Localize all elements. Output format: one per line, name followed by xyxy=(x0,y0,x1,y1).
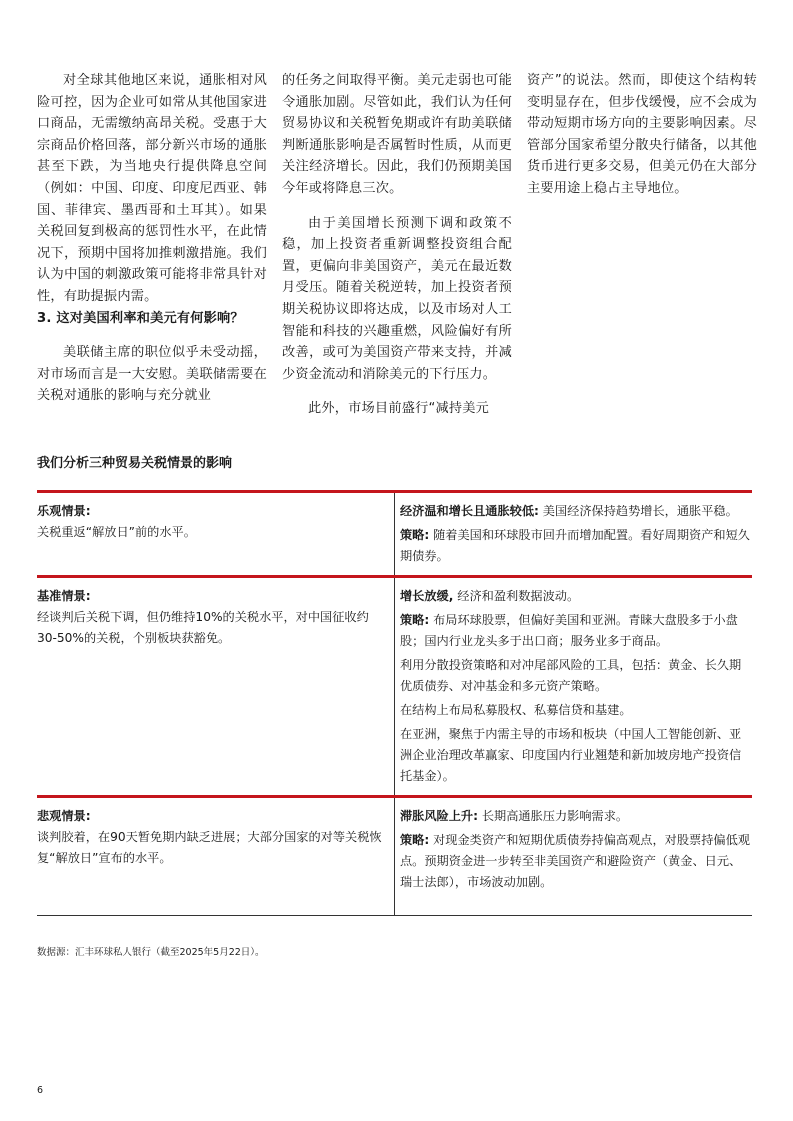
impact-label: 策略: xyxy=(400,833,430,847)
column-3 xyxy=(527,70,757,200)
impact-label: 滞胀风险上升: xyxy=(400,809,478,823)
scenario-label: 乐观情景: xyxy=(37,504,91,518)
impact-item xyxy=(400,525,752,567)
page-number: 6 xyxy=(37,1085,44,1096)
source-note: 数据源：汇丰环球私人银行（截至2025年5月22日）。 xyxy=(37,947,265,958)
impact-text: 对现金类资产和短期优质债券持偏高观点，对股票持偏低观点。预期资金进一步转至非美国资产和避险资产（黄金、日元、瑞士法郎），市场波动加剧。 xyxy=(400,833,750,889)
impact-label: 经济温和增长且通胀较低: xyxy=(400,504,539,518)
impact-item xyxy=(400,610,752,652)
scenario-label: 悲观情景: xyxy=(37,809,91,823)
table-row xyxy=(37,795,752,916)
table-row xyxy=(37,490,752,575)
impact-item xyxy=(400,830,752,893)
impact-label: 策略: xyxy=(400,528,430,542)
impact-item xyxy=(400,586,752,607)
body-text xyxy=(37,70,757,430)
impact-label: 增长放缓, xyxy=(400,589,454,603)
scenario-label: 基准情景: xyxy=(37,589,91,603)
paragraph: 的任务之间取得平衡。美元走弱也可能令通胀加剧。尽管如此，我们认为任何贸易协议和关税暂免期或许有助美联储判断通胀影响是否属暂时性质，从而更关注经济增长。因此，我们仍预期美国今年或将降息三次。 xyxy=(282,73,512,196)
scenario-cell xyxy=(37,578,394,795)
table-title: 我们分析三种贸易关税情景的影响 xyxy=(37,456,233,471)
impact-item: 在结构上布局私募股权、私募信贷和基建。 xyxy=(400,703,632,717)
scenario-cell xyxy=(37,493,394,575)
section-heading: 3. 这对美国利率和美元有何影响？ xyxy=(37,310,244,326)
impact-text: 美国经济保持趋势增长，通胀平稳。 xyxy=(538,504,738,518)
impact-text: 布局环球股票，但偏好美国和亚洲。青睐大盘股多于小盘股；国内行业龙头多于出口商；服务业多于商品。 xyxy=(400,613,738,648)
paragraph: 由于美国增长预测下调和政策不稳，加上投资者重新调整投资组合配置，更偏向非美国资产，美元在最近数月受压。随着关税逆转，加上投资者预期关税协议即将达成，以及市场对人工智能和科技的兴趣重燃，风险偏好有所改善，或可为美国资产带来支持，并减少资金流动和消除美元的下行压力。 xyxy=(282,215,512,382)
impact-item: 利用分散投资策略和对冲尾部风险的工具，包括：黄金、长久期优质债券、对冲基金和多元资产策略。 xyxy=(400,658,742,693)
column-1 xyxy=(37,70,267,407)
scenario-table xyxy=(37,490,752,916)
impact-item xyxy=(400,806,752,827)
impact-text: 随着美国和环球股市回升而增加配置。看好周期资产和短久期债券。 xyxy=(400,528,750,563)
scenario-text: 经谈判后关税下调，但仍维持10%的关税水平，对中国征收约30-50%的关税，个别板块获豁免。 xyxy=(37,610,369,645)
paragraph: 对全球其他地区来说，通胀相对风险可控，因为企业可如常从其他国家进口商品，无需缴纳高昂关税。受惠于大宗商品价格回落，部分新兴市场的通胀甚至下跌，为当地央行提供降息空间（例如：中国、印度、印度尼西亚、韩国、菲律宾、墨西哥和土耳其）。如果关税回复到极高的惩罚性水平，在此情况下，预期中国将加推刺激措施。我们认为中国的刺激政策可能将非常具针对性，有助提振内需。 xyxy=(37,73,267,304)
impact-text: 长期高通胀压力影响需求。 xyxy=(478,809,629,823)
impact-text: 经济和盈利数据波动。 xyxy=(453,589,580,603)
paragraph: 此外，市场目前盛行“减持美元 xyxy=(308,401,490,417)
impact-item xyxy=(400,501,752,522)
impact-label: 策略: xyxy=(400,613,430,627)
table-row xyxy=(37,575,752,795)
paragraph: 资产”的说法。然而，即使这个结构转变明显存在，但步伐缓慢，应不会成为带动短期市场方向的主要影响因素。尽管部分国家希望分散央行储备，以其他货币进行更多交易，但美元仍在大部分主要用途上稳占主导地位。 xyxy=(527,73,757,196)
scenario-text: 关税重返“解放日”前的水平。 xyxy=(37,525,196,539)
scenario-text: 谈判胶着，在90天暂免期内缺乏进展；大部分国家的对等关税恢复“解放日”宣布的水平。 xyxy=(37,830,382,865)
impact-item: 在亚洲，聚焦于内需主导的市场和板块（中国人工智能创新、亚洲企业治理改革赢家、印度国内行业翘楚和新加坡房地产投资信托基金）。 xyxy=(400,727,742,783)
impact-cell xyxy=(394,493,752,575)
impact-cell xyxy=(394,578,752,795)
impact-cell xyxy=(394,798,752,915)
paragraph: 美联储主席的职位似乎未受动摇，对市场而言是一大安慰。美联储需要在关税对通胀的影响与充分就业 xyxy=(37,345,267,404)
column-2 xyxy=(282,70,512,420)
scenario-cell xyxy=(37,798,394,915)
